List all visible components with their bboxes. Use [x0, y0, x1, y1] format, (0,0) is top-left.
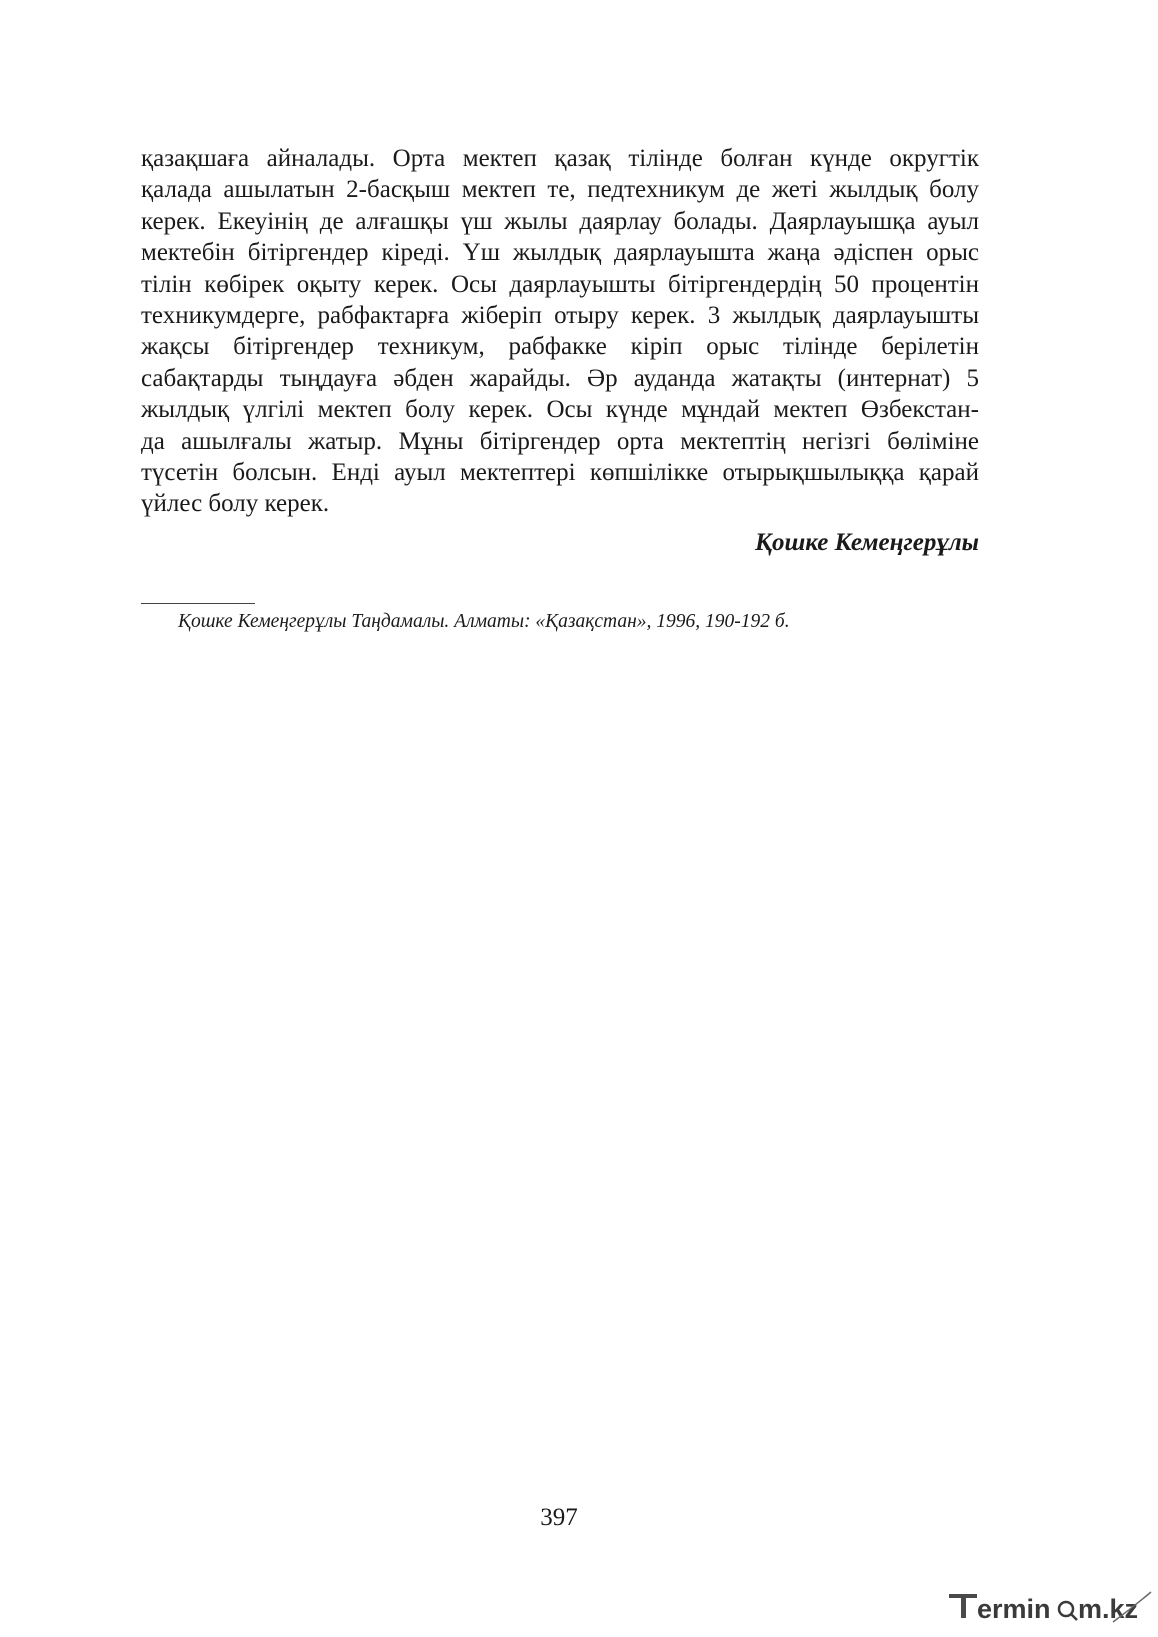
body-line: қазақшаға айналады. Орта мектеп қазақ тілінде болған күнде округтік [141, 145, 979, 172]
page-number: 397 [540, 1504, 578, 1531]
body-line: тілін көбірек оқыту керек. Осы даярлауышты бітіргендердің 50 процентін [141, 270, 979, 298]
body-line: түсетін болсын. Енді ауыл мектептері көпшілікке отырықшылыққа қарай [141, 458, 979, 486]
body-line: жақсы бітіргендер техникум, рабфакке кіріп орыс тілінде берілетін [141, 333, 979, 361]
body-line: техникумдерге, рабфактарға жіберіп отыру керек. 3 жылдық даярлауышты [141, 301, 979, 329]
svg-text:m.kz: m.kz [1078, 1594, 1139, 1624]
body-line: да ашылғалы жатыр. Мұны бітіргендер орта мектептің негізгі бөліміне [141, 427, 979, 455]
body-line: жылдық үлгілі мектеп болу керек. Осы күнде мұндай мектеп Өзбекстан- [141, 396, 979, 424]
svg-text:ermin: ermin [977, 1594, 1051, 1624]
body-text [141, 143, 979, 520]
footnote-citation: Қошке Кемеңгерұлы Таңдамалы. Алматы: «Қазақстан», 1996, 190-192 б. [178, 611, 790, 632]
body-line: қалада ашылатын 2-басқыш мектеп те, педтехникум де жеті жылдық болу [141, 176, 979, 204]
author-signature: Қошке Кемеңгерұлы [755, 529, 979, 556]
body-line: сабақтарды тыңдауға әбден жарайды. Әр ауданда жатақты (интернат) 5 [141, 364, 979, 392]
body-line: мектебін бітіргендер кіреді. Үш жылдық даярлауышта жаңа әдіспен орыс [141, 239, 979, 267]
termincom-logo-icon [947, 1588, 1153, 1626]
footnote-divider [141, 603, 255, 604]
body-line: үйлес болу керек. [141, 490, 330, 518]
termincom-logo [947, 1588, 1153, 1626]
body-line: керек. Екеуінің де алғашқы үш жылы даярлау болады. Даярлауышқа ауыл [141, 207, 979, 235]
